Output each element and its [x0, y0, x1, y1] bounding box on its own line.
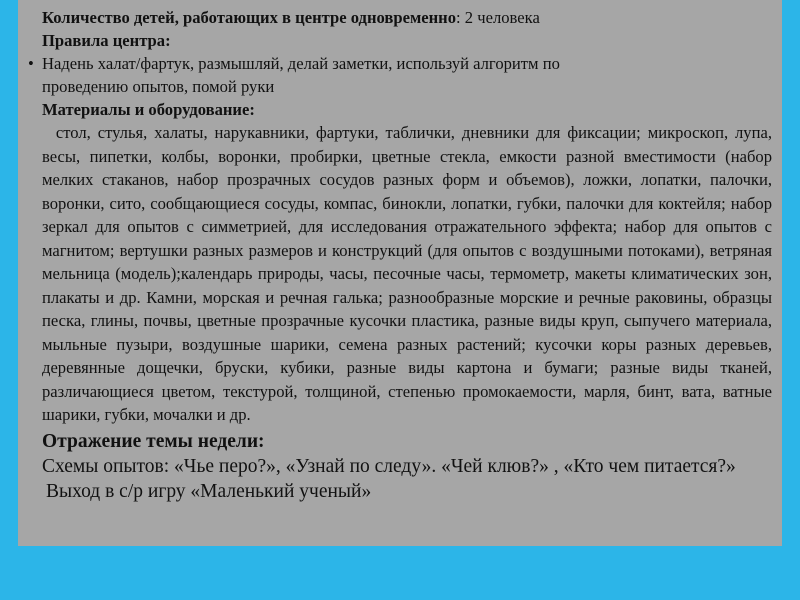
rules-bullet-item [28, 52, 772, 75]
text-block [28, 6, 772, 504]
materials-text [42, 121, 772, 427]
rules-bullet-text: Надень халат/фартук, размышляй, делай заметки, используй алгоритм по [42, 54, 560, 73]
rules-continuation: проведению опытов, помой руки [42, 77, 275, 96]
materials-heading: Материалы и оборудование: [42, 100, 255, 119]
children-count-label: Количество детей, работающих в центре одновременно [42, 8, 457, 27]
bullet-dot-icon: • [28, 54, 34, 73]
reflection-heading: Отражение темы недели: [42, 430, 265, 452]
role-play-exit: Выход в с/р игру «Маленький ученый» [46, 480, 372, 502]
rules-heading: Правила центра: [42, 31, 171, 50]
content-card [18, 0, 782, 546]
children-count-value: : 2 человека [456, 8, 540, 27]
experiment-schemes: Схемы опытов: «Чье перо?», «Узнай по следу». «Чей клюв?» , «Кто чем питается?» [42, 455, 736, 477]
materials-list: стол, стулья, халаты, нарукавники, фартуки, таблички, дневники для фиксации; микроскоп, лупа, весы, пипетки, колбы, воронки, пробирки, цветные стекла, емкости разной вместимости (набор мелких стаканов, набор прозрачных сосудов разных форм и объемов), ложки, лопатки, палочки, воронки, сито, сообщающиеся сосуды, компас, бинокли, лопатки, губки, палочки для коктейля; набор зеркал для опытов с симметрией, для исследования отражательного эффекта; набор для опытов с магнитом; вертушки разных размеров и конструкций (для опытов с воздушными потоками), ветряная мельница (модель);календарь природы, часы, песочные часы, термометр, макеты климатических зон, плакаты и др. Камни, морская и речная галька; разнообразные морские и речные раковины, образцы песка, глины, почвы, цветные прозрачные кусочки пластика, разные виды круп, сыпучего материала, мыльные пузыри, воздушные шарики, семена разных растений; кусочки коры разных деревьев, деревянные дощечки, бруски, кубики, разные виды картона и бумаги; разные виды тканей, различающиеся цветом, текстурой, толщиной, степенью промокаемости, марля, бинт, вата, ватные шарики, губки, мочалки и др. [42, 123, 772, 424]
reflection-section [42, 429, 772, 504]
children-count-line [42, 6, 772, 29]
